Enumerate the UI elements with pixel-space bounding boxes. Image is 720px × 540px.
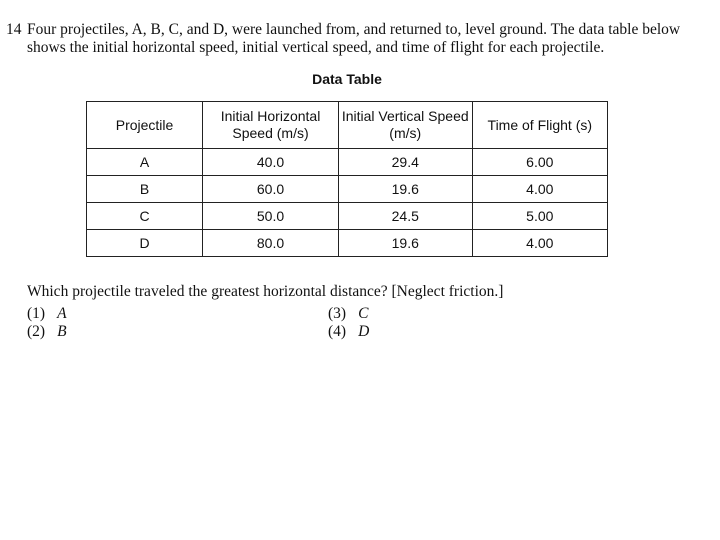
choice-label: B [57, 323, 67, 340]
cell-time-of-flight: 5.00 [472, 203, 607, 230]
choice-number: (3) [328, 305, 347, 322]
cell-vertical-speed: 19.6 [338, 230, 472, 257]
header-vertical-speed: Initial Vertical Speed (m/s) [338, 102, 472, 149]
cell-horizontal-speed: 50.0 [203, 203, 339, 230]
cell-projectile: A [87, 149, 203, 176]
choice-label: D [358, 323, 370, 340]
stem-line-2: shows the initial horizontal speed, initial vertical speed, and time of flight for each projectile. [27, 39, 605, 56]
choice-number: (4) [328, 323, 347, 340]
header-time-of-flight: Time of Flight (s) [472, 102, 607, 149]
cell-horizontal-speed: 40.0 [203, 149, 339, 176]
table-title: Data Table [312, 71, 382, 87]
question-number: 14 [6, 21, 22, 38]
data-table [86, 101, 608, 257]
cell-time-of-flight: 4.00 [472, 176, 607, 203]
choice-label: C [358, 305, 369, 322]
cell-projectile: B [87, 176, 203, 203]
cell-projectile: C [87, 203, 203, 230]
header-horizontal-speed: Initial Horizontal Speed (m/s) [203, 102, 339, 149]
cell-horizontal-speed: 80.0 [203, 230, 339, 257]
answer-choice-4[interactable] [328, 323, 369, 341]
header-projectile: Projectile [87, 102, 203, 149]
question-stem [27, 21, 707, 57]
cell-time-of-flight: 4.00 [472, 230, 607, 257]
stem-line-1: Four projectiles, A, B, C, and D, were launched from, and returned to, level ground. The data table below [27, 21, 681, 38]
cell-vertical-speed: 19.6 [338, 176, 472, 203]
table-row [87, 149, 608, 176]
answer-choice-3[interactable] [328, 305, 368, 323]
choice-label: A [57, 305, 67, 322]
table-row [87, 176, 608, 203]
cell-time-of-flight: 6.00 [472, 149, 607, 176]
table-header-row [87, 102, 608, 149]
table-row [87, 230, 608, 257]
answer-choice-2[interactable] [27, 323, 67, 341]
cell-horizontal-speed: 60.0 [203, 176, 339, 203]
choice-number: (2) [27, 323, 46, 340]
cell-vertical-speed: 24.5 [338, 203, 472, 230]
table-row [87, 203, 608, 230]
answer-choice-1[interactable] [27, 305, 67, 323]
question-prompt: Which projectile traveled the greatest horizontal distance? [Neglect friction.] [27, 283, 504, 300]
cell-vertical-speed: 29.4 [338, 149, 472, 176]
choice-number: (1) [27, 305, 46, 322]
cell-projectile: D [87, 230, 203, 257]
